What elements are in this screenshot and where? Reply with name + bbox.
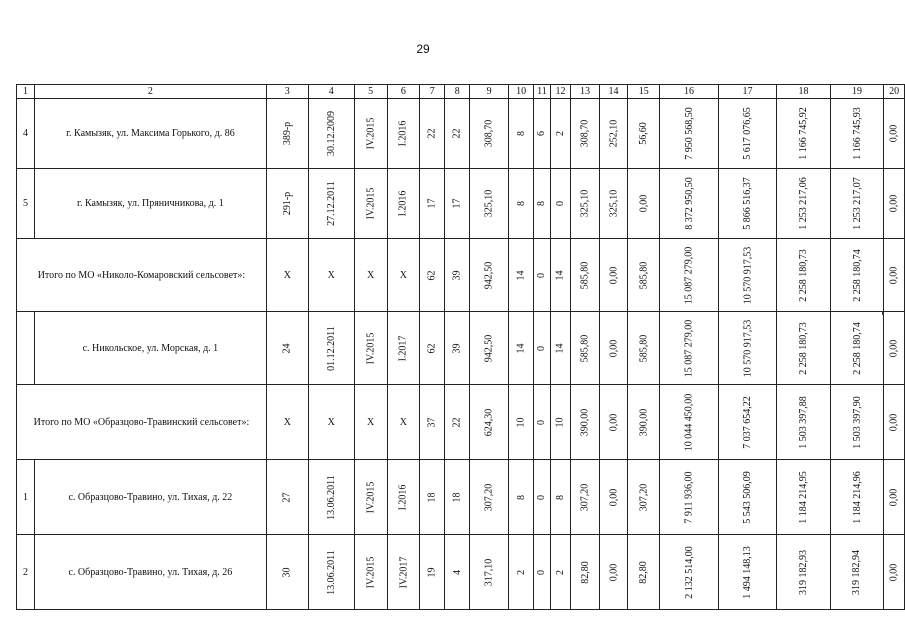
address-cell: г. Камызяк, ул. Пряничникова, д. 1 bbox=[34, 169, 266, 239]
cell-c15: 585,80 bbox=[638, 334, 650, 362]
column-header: 4 bbox=[308, 85, 354, 99]
address-cell: с. Никольское, ул. Морская, д. 1 bbox=[34, 312, 266, 385]
cell-c17: 5 866 516,37 bbox=[741, 177, 753, 230]
row-number: 2 bbox=[17, 535, 35, 610]
cell-c18: 1 184 214,95 bbox=[797, 470, 809, 524]
cell-c7: 62 bbox=[426, 343, 438, 353]
address-cell: с. Образцово-Травино, ул. Тихая, д. 22 bbox=[34, 460, 266, 535]
cell-c15: 82,80 bbox=[638, 560, 650, 584]
cell-c16: 8 372 950,50 bbox=[683, 177, 695, 230]
address-cell: с. Образцово-Травино, ул. Тихая, д. 26 bbox=[34, 535, 266, 610]
cell-c15: 0,00 bbox=[638, 194, 650, 213]
cell-c17: 10 570 917,53 bbox=[741, 246, 753, 304]
cell-c17: 7 037 654,22 bbox=[741, 395, 753, 449]
cell-c18: 2 258 180,73 bbox=[797, 321, 809, 375]
date-cell: 13.06.2011 bbox=[325, 549, 337, 595]
cell-c16: 10 044 450,00 bbox=[683, 393, 695, 451]
page-number: 29 bbox=[416, 42, 430, 56]
cell-c7: 17 bbox=[426, 198, 438, 209]
cell-c6: X bbox=[387, 385, 420, 460]
cell-c16: 7 950 568,50 bbox=[683, 107, 695, 160]
column-header: 7 bbox=[420, 85, 445, 99]
cell-c12: 8 bbox=[554, 494, 566, 500]
cell-c7: 37 bbox=[426, 417, 438, 427]
cell-c18: 2 258 180,73 bbox=[797, 248, 809, 302]
cell-c12: 2 bbox=[554, 569, 566, 575]
cell-c13: 82,80 bbox=[579, 560, 591, 584]
column-number-row bbox=[17, 85, 905, 99]
date-cell: 01.12.2011 bbox=[325, 325, 337, 371]
total-label: Итого по МО «Образцово-Травинский сельсовет»: bbox=[17, 385, 267, 460]
row-number: 4 bbox=[17, 99, 35, 169]
column-header: 9 bbox=[470, 85, 509, 99]
column-header: 1 bbox=[17, 85, 35, 99]
column-header: 16 bbox=[660, 85, 719, 99]
cell-c13: 325,10 bbox=[579, 189, 591, 218]
cell-c7: 19 bbox=[426, 567, 438, 577]
cell-c5: IV.2015 bbox=[365, 481, 377, 513]
column-header: 8 bbox=[445, 85, 470, 99]
column-header: 18 bbox=[777, 85, 831, 99]
cell-c13: 308,70 bbox=[579, 119, 591, 148]
column-header: 14 bbox=[599, 85, 628, 99]
cell-c17: 1 494 148,13 bbox=[741, 545, 753, 599]
cell-c16: 2 132 514,00 bbox=[683, 545, 695, 599]
cell-c13: 307,20 bbox=[579, 483, 591, 511]
cell-c3: X bbox=[266, 239, 308, 312]
cell-c10: 10 bbox=[515, 417, 527, 427]
total-label: Итого по МО «Николо-Комаровский сельсовет»: bbox=[17, 239, 267, 312]
cell-c9: 325,10 bbox=[483, 189, 495, 218]
cell-c14: 252,10 bbox=[607, 119, 619, 148]
row-number bbox=[17, 312, 35, 385]
table-row bbox=[17, 460, 905, 535]
cell-c14: 0,00 bbox=[607, 563, 619, 581]
cell-c6: I.2017 bbox=[397, 335, 409, 361]
cell-c7: 18 bbox=[426, 492, 438, 502]
column-header: 3 bbox=[266, 85, 308, 99]
cell-c11: 0 bbox=[536, 345, 548, 351]
cell-c11: 6 bbox=[536, 131, 548, 136]
cell-c8: 22 bbox=[451, 417, 463, 427]
column-header: 20 bbox=[884, 85, 905, 99]
cell-c11: 0 bbox=[536, 494, 548, 500]
column-header: 15 bbox=[628, 85, 660, 99]
cell-c14: 0,00 bbox=[607, 339, 619, 357]
cell-c6: I.2016 bbox=[397, 120, 409, 147]
cell-c17: 5 617 076,65 bbox=[741, 107, 753, 160]
cell-c11: 0 bbox=[536, 272, 548, 278]
resettlement-table bbox=[16, 84, 905, 610]
cell-c14: 325,10 bbox=[607, 189, 619, 218]
cell-c15: 390,00 bbox=[638, 408, 650, 436]
cell-c10: 8 bbox=[515, 131, 527, 136]
cell-c8: 4 bbox=[451, 569, 463, 575]
cell-c19: 1 503 397,90 bbox=[851, 395, 863, 449]
cell-c9: 317,10 bbox=[483, 558, 495, 586]
cell-c19: 2 258 180,74 bbox=[851, 321, 863, 375]
cell-c8: 22 bbox=[451, 128, 463, 139]
table-row bbox=[17, 99, 905, 169]
cell-c11: 8 bbox=[536, 201, 548, 206]
cell-c6: IV.2017 bbox=[397, 556, 409, 588]
cell-c15: 585,80 bbox=[638, 261, 650, 289]
table-row bbox=[17, 169, 905, 239]
cell-c9: 942,50 bbox=[483, 334, 495, 362]
cell-c19: 2 258 180,74 bbox=[851, 248, 863, 302]
cell-c12: 14 bbox=[554, 343, 566, 353]
cell-c16: 15 087 279,00 bbox=[683, 246, 695, 304]
cell-c4: X bbox=[308, 385, 354, 460]
cell-c14: 0,00 bbox=[607, 413, 619, 431]
cell-c9: 624,30 bbox=[483, 408, 495, 436]
cell-c8: 39 bbox=[451, 270, 463, 280]
cell-c16: 15 087 279,00 bbox=[683, 319, 695, 377]
scan-speck bbox=[882, 312, 884, 315]
cell-c9: 307,20 bbox=[483, 483, 495, 511]
cell-c10: 8 bbox=[515, 494, 527, 500]
cell-c17: 5 543 506,09 bbox=[741, 470, 753, 524]
table-row bbox=[17, 312, 905, 385]
date-cell: 13.06.2011 bbox=[325, 474, 337, 520]
cell-c20: 0,00 bbox=[888, 266, 900, 284]
cell-c5: IV.2015 bbox=[365, 117, 377, 150]
cell-c7: 22 bbox=[426, 128, 438, 139]
cell-c4: X bbox=[308, 239, 354, 312]
cell-c19: 1 184 214,96 bbox=[851, 470, 863, 524]
cell-c5: X bbox=[354, 239, 387, 312]
cell-c18: 1 503 397,88 bbox=[797, 395, 809, 449]
column-header: 11 bbox=[534, 85, 551, 99]
cell-c3: X bbox=[266, 385, 308, 460]
cell-c15: 56,60 bbox=[638, 122, 650, 145]
date-cell: 30.12.2009 bbox=[325, 111, 337, 156]
cell-c8: 39 bbox=[451, 343, 463, 353]
cell-c10: 8 bbox=[515, 201, 527, 206]
column-header: 13 bbox=[571, 85, 600, 99]
date-cell: 27.12.2011 bbox=[325, 181, 337, 226]
decree-number: 291-р bbox=[281, 191, 293, 216]
cell-c12: 0 bbox=[554, 201, 566, 206]
cell-c20: 0,00 bbox=[888, 339, 900, 357]
total-row bbox=[17, 385, 905, 460]
cell-c10: 14 bbox=[515, 343, 527, 353]
cell-c5: IV.2015 bbox=[365, 332, 377, 364]
cell-c18: 1 253 217,06 bbox=[797, 177, 809, 230]
cell-c6: X bbox=[387, 239, 420, 312]
cell-c20: 0,00 bbox=[888, 413, 900, 431]
column-header: 2 bbox=[34, 85, 266, 99]
decree-number: 30 bbox=[281, 567, 293, 577]
table-row bbox=[17, 535, 905, 610]
row-number: 1 bbox=[17, 460, 35, 535]
cell-c9: 308,70 bbox=[483, 119, 495, 148]
cell-c17: 10 570 917,53 bbox=[741, 319, 753, 377]
cell-c8: 17 bbox=[451, 198, 463, 209]
total-row bbox=[17, 239, 905, 312]
column-header: 5 bbox=[354, 85, 387, 99]
cell-c11: 0 bbox=[536, 569, 548, 575]
decree-number: 389-р bbox=[281, 121, 293, 146]
cell-c14: 0,00 bbox=[607, 266, 619, 284]
cell-c9: 942,50 bbox=[483, 261, 495, 289]
cell-c5: IV.2015 bbox=[365, 187, 377, 220]
column-header: 19 bbox=[830, 85, 884, 99]
column-header: 10 bbox=[509, 85, 534, 99]
cell-c15: 307,20 bbox=[638, 483, 650, 511]
cell-c6: I.2016 bbox=[397, 484, 409, 510]
cell-c6: I.2016 bbox=[397, 190, 409, 217]
cell-c13: 585,80 bbox=[579, 334, 591, 362]
column-header: 12 bbox=[550, 85, 571, 99]
cell-c20: 0,00 bbox=[888, 563, 900, 581]
cell-c19: 1 253 217,07 bbox=[851, 177, 863, 230]
cell-c13: 585,80 bbox=[579, 261, 591, 289]
cell-c5: X bbox=[354, 385, 387, 460]
column-header: 6 bbox=[387, 85, 420, 99]
cell-c10: 14 bbox=[515, 270, 527, 280]
decree-number: 24 bbox=[281, 343, 293, 353]
cell-c20: 0,00 bbox=[888, 488, 900, 506]
decree-number: 27 bbox=[281, 492, 293, 502]
cell-c12: 10 bbox=[554, 417, 566, 427]
cell-c12: 2 bbox=[554, 131, 566, 136]
cell-c19: 319 182,94 bbox=[851, 549, 863, 595]
cell-c13: 390,00 bbox=[579, 408, 591, 436]
column-header: 17 bbox=[718, 85, 777, 99]
cell-c14: 0,00 bbox=[607, 488, 619, 506]
cell-c19: 1 166 745,93 bbox=[851, 107, 863, 160]
cell-c10: 2 bbox=[515, 569, 527, 575]
cell-c12: 14 bbox=[554, 270, 566, 280]
row-number: 5 bbox=[17, 169, 35, 239]
cell-c20: 0,00 bbox=[888, 194, 900, 213]
cell-c18: 319 182,93 bbox=[797, 549, 809, 595]
cell-c20: 0,00 bbox=[888, 124, 900, 143]
cell-c11: 0 bbox=[536, 419, 548, 425]
address-cell: г. Камызяк, ул. Максима Горького, д. 86 bbox=[34, 99, 266, 169]
cell-c8: 18 bbox=[451, 492, 463, 502]
cell-c5: IV.2015 bbox=[365, 556, 377, 588]
cell-c16: 7 911 936,00 bbox=[683, 470, 695, 524]
cell-c18: 1 166 745,92 bbox=[797, 107, 809, 160]
cell-c7: 62 bbox=[426, 270, 438, 280]
